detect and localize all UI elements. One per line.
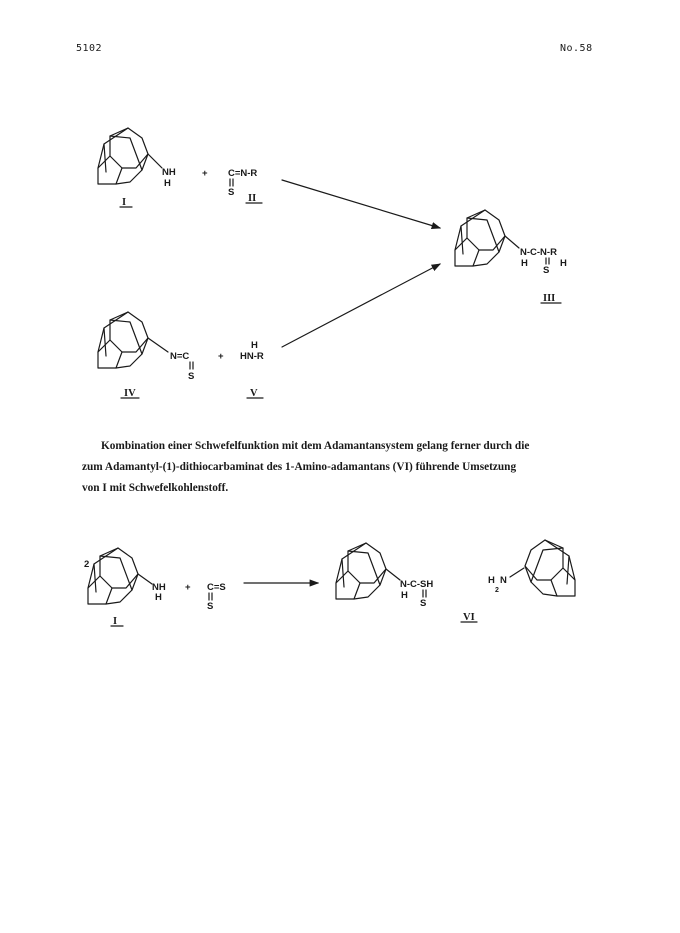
amine-formula: HN-R	[240, 351, 264, 362]
product-III	[455, 210, 567, 304]
paragraph-line: von I mit Schwefelkohlenstoff.	[82, 482, 229, 494]
amine-nh: NH	[162, 167, 176, 178]
plus-sign: +	[202, 168, 208, 179]
amine-nitrogen: N	[500, 575, 507, 586]
sulfur-atom: S	[207, 601, 214, 612]
amine-hydrogen: H	[251, 340, 258, 351]
adamantane-skeleton-icon	[98, 312, 148, 368]
adamantane-skeleton-icon	[455, 210, 505, 266]
stoichiometric-coefficient: 2	[84, 559, 90, 570]
carbon-disulfide	[207, 582, 226, 612]
label-II: II	[248, 193, 257, 204]
isothiocyanate-formula: C=N-R	[228, 168, 258, 179]
label-V: V	[250, 388, 258, 399]
amine-h: H	[155, 592, 162, 603]
label-III: III	[543, 293, 556, 304]
reactant-V-amine	[240, 340, 264, 399]
reactant-II-isothiocyanate	[228, 168, 262, 204]
amine-h: H	[164, 178, 171, 189]
sulfur-atom: S	[228, 187, 235, 198]
label-I-scheme2: I	[113, 616, 118, 627]
adamantane-skeleton-icon	[88, 548, 138, 604]
issue-number: No.58	[560, 43, 593, 54]
plus-sign: +	[218, 351, 224, 362]
sulfur-atom: S	[543, 265, 550, 276]
adamantane-skeleton-icon	[98, 128, 148, 184]
isothiocyanate-group: N=C	[170, 351, 190, 362]
body-paragraph	[82, 436, 602, 499]
plus-sign: +	[185, 582, 191, 593]
nh-hydrogen-1: H	[521, 258, 528, 269]
amine-nh: NH	[152, 582, 166, 593]
adamantane-skeleton-icon	[336, 543, 386, 599]
label-VI: VI	[463, 612, 475, 623]
amino-adamantane-cation	[461, 540, 575, 623]
product-dithiocarbamate	[336, 543, 433, 609]
label-IV: IV	[124, 388, 136, 399]
reaction-arrow-lower	[282, 264, 440, 347]
cs2-formula: C=S	[207, 582, 226, 593]
sulfur-atom: S	[188, 371, 195, 382]
sulfur-atom: S	[420, 598, 427, 609]
nh-hydrogen-2: H	[560, 258, 567, 269]
thiourea-formula: N-C-N-R	[520, 247, 557, 258]
reactant-I-scheme2	[88, 548, 166, 627]
dithiocarbamate-formula: N-C-SH	[400, 579, 434, 590]
paragraph-line: zum Adamantyl-(1)-dithiocarbaminat des 1-Amino-adamantans (VI) führende Umsetzung	[82, 461, 517, 473]
reactant-I	[98, 128, 176, 208]
nh-hydrogen: H	[401, 590, 408, 601]
page-number: 5102	[76, 43, 103, 54]
label-I: I	[122, 197, 127, 208]
adamantane-skeleton-icon	[525, 540, 575, 596]
amine-subscript: 2	[495, 587, 499, 594]
paragraph-line: Kombination einer Schwefelfunktion mit dem Adamantansystem gelang ferner durch die	[101, 440, 530, 452]
reactant-IV	[98, 312, 194, 399]
reaction-arrow-upper	[282, 180, 440, 228]
amine-h: H	[488, 575, 495, 586]
